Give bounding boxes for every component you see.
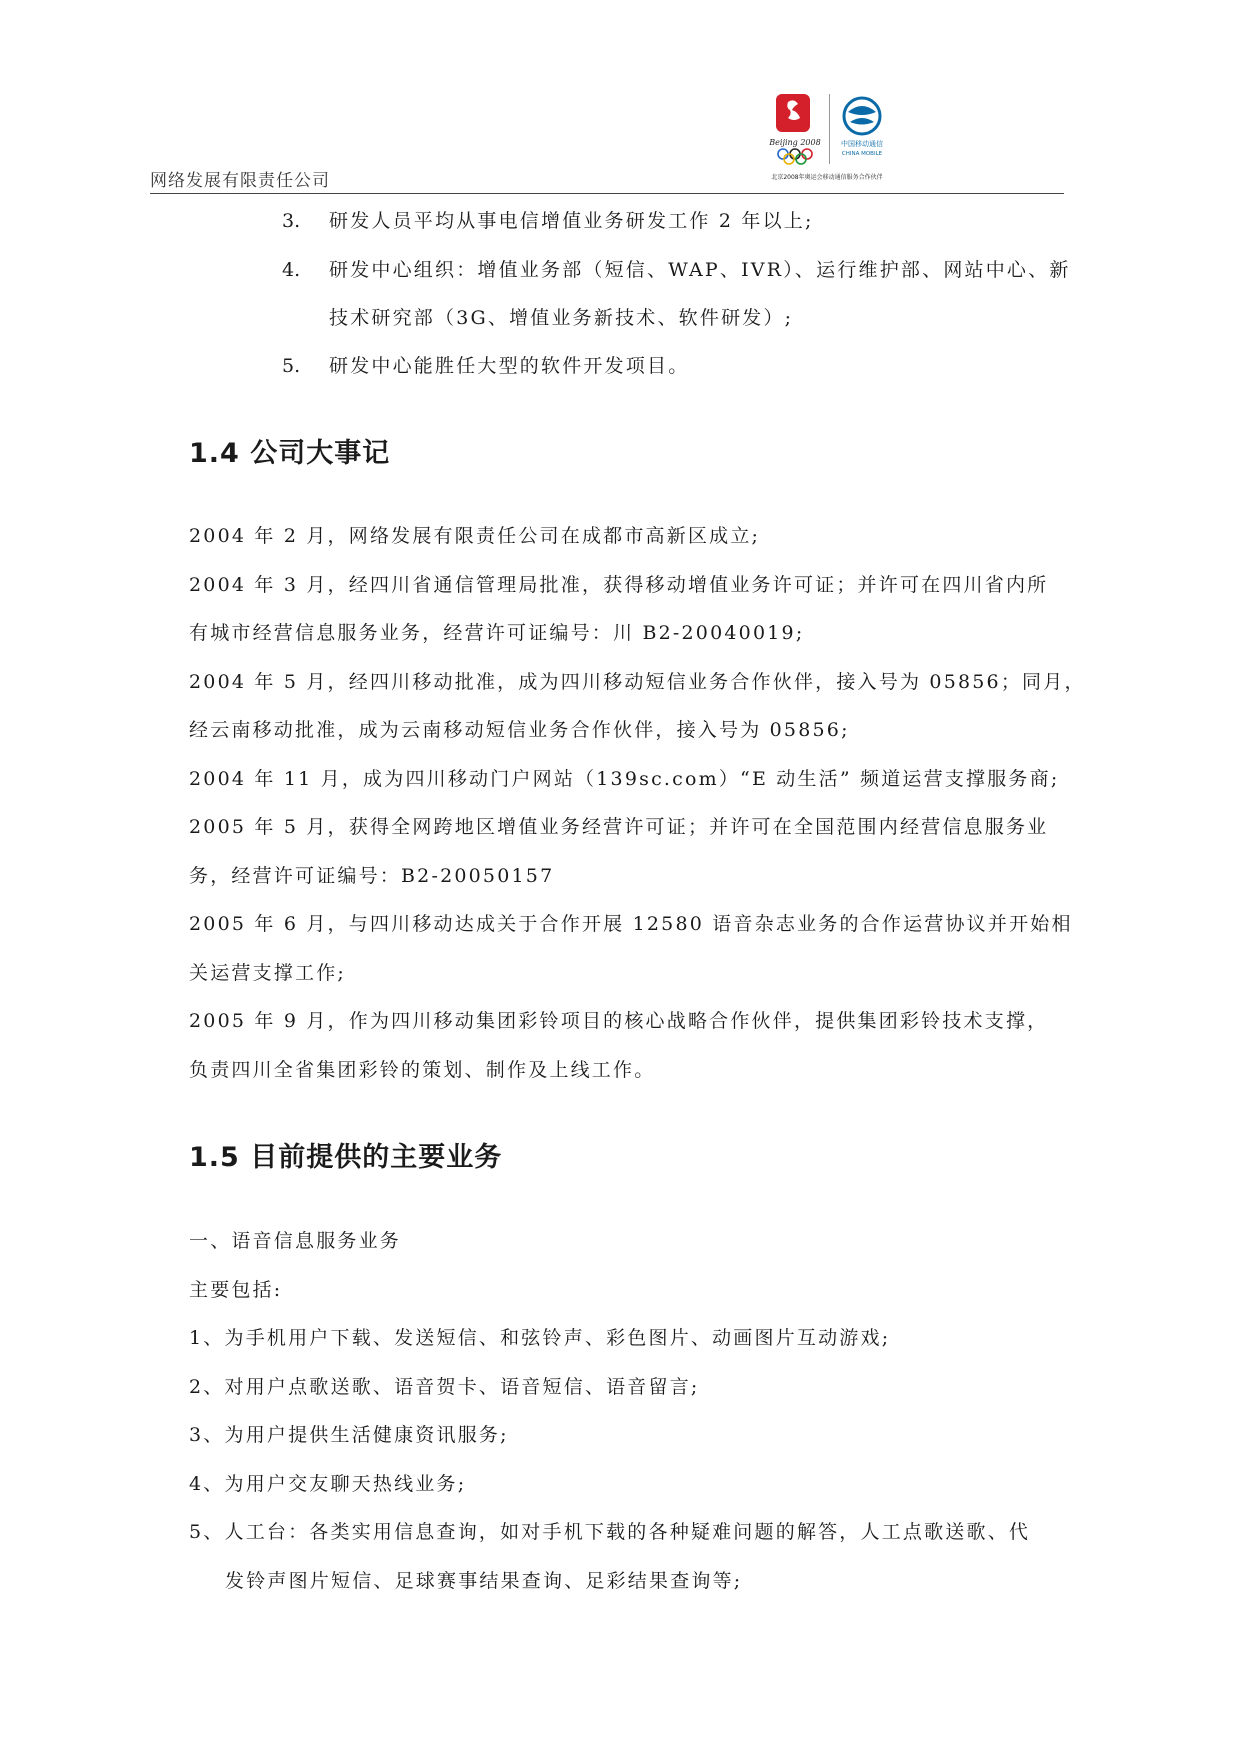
list-item-text: 研发中心组织：增值业务部（短信、WAP、IVR）、运行维护部、网站中心、新 — [329, 259, 1071, 281]
beijing-olympic-logo-icon — [764, 90, 826, 168]
service-item: 1、为手机用户下载、发送短信、和弦铃声、彩色图片、动画图片互动游戏; — [189, 1327, 891, 1349]
list-item-number: 4. — [282, 259, 301, 281]
section-heading: 1.4 公司大事记 — [189, 438, 391, 469]
service-item: 4、为用户交友聊天热线业务; — [189, 1473, 467, 1495]
service-item: 3、为用户提供生活健康资讯服务; — [189, 1424, 509, 1446]
list-item-number: 3. — [282, 210, 301, 232]
milestone-line: 2005 年 6 月，与四川移动达成关于合作开展 12580 语音杂志业务的合作运营协议并开始相 — [189, 913, 1073, 935]
header-rule — [150, 193, 1064, 194]
logo-divider — [829, 94, 830, 164]
milestone-line: 关运营支撑工作; — [189, 962, 347, 984]
milestone-line: 2004 年 11 月，成为四川移动门户网站（139sc.com）“E 动生活” 频道运营支撑服务商; — [189, 768, 1060, 790]
svg-text:Beijing 2008: Beijing 2008 — [769, 138, 821, 147]
list-item-number: 5. — [282, 355, 301, 377]
milestone-line: 2004 年 5 月，经四川移动批准，成为四川移动短信业务合作伙伴，接入号为 05856；同月， — [189, 671, 1086, 693]
service-subtitle: 一、语音信息服务业务 — [189, 1230, 402, 1252]
china-mobile-logo-icon — [834, 94, 890, 164]
logo-caption: 北京2008年奥运会移动通信服务合作伙伴 — [771, 174, 883, 181]
milestone-line: 经云南移动批准，成为云南移动短信业务合作伙伴，接入号为 05856; — [189, 719, 850, 741]
svg-text:CHINA MOBILE: CHINA MOBILE — [841, 151, 883, 157]
section-heading: 1.5 目前提供的主要业务 — [189, 1142, 503, 1173]
milestone-line: 2004 年 2 月，网络发展有限责任公司在成都市高新区成立; — [189, 525, 761, 547]
milestone-line: 有城市经营信息服务业务，经营许可证编号：川 B2-20040019; — [189, 622, 805, 644]
milestone-line: 2005 年 9 月，作为四川移动集团彩铃项目的核心战略合作伙伴，提供集团彩铃技术支撑， — [189, 1010, 1049, 1032]
milestone-line: 务，经营许可证编号：B2-20050157 — [189, 865, 555, 887]
svg-text:中国移动通信: 中国移动通信 — [841, 140, 883, 148]
milestone-line: 2004 年 3 月，经四川省通信管理局批准，获得移动增值业务许可证；并许可在四川省内所 — [189, 574, 1049, 596]
header-logos — [762, 90, 892, 190]
milestone-line: 负责四川全省集团彩铃的策划、制作及上线工作。 — [189, 1059, 656, 1081]
service-intro: 主要包括: — [189, 1279, 283, 1301]
service-item: 2、对用户点歌送歌、语音贺卡、语音短信、语音留言; — [189, 1376, 700, 1398]
milestone-line: 2005 年 5 月，获得全网跨地区增值业务经营许可证；并许可在全国范围内经营信息服务业 — [189, 816, 1049, 838]
list-item-text: 研发中心能胜任大型的软件开发项目。 — [329, 355, 690, 377]
list-item-text: 研发人员平均从事电信增值业务研发工作 2 年以上; — [329, 210, 814, 232]
service-item: 5、人工台：各类实用信息查询，如对手机下载的各种疑难问题的解答，人工点歌送歌、代 — [189, 1521, 1031, 1543]
header-company-name: 网络发展有限责任公司 — [150, 171, 330, 191]
list-item-text: 技术研究部（3G、增值业务新技术、软件研发）; — [329, 307, 794, 329]
service-item: 发铃声图片短信、足球赛事结果查询、足彩结果查询等; — [225, 1570, 743, 1592]
